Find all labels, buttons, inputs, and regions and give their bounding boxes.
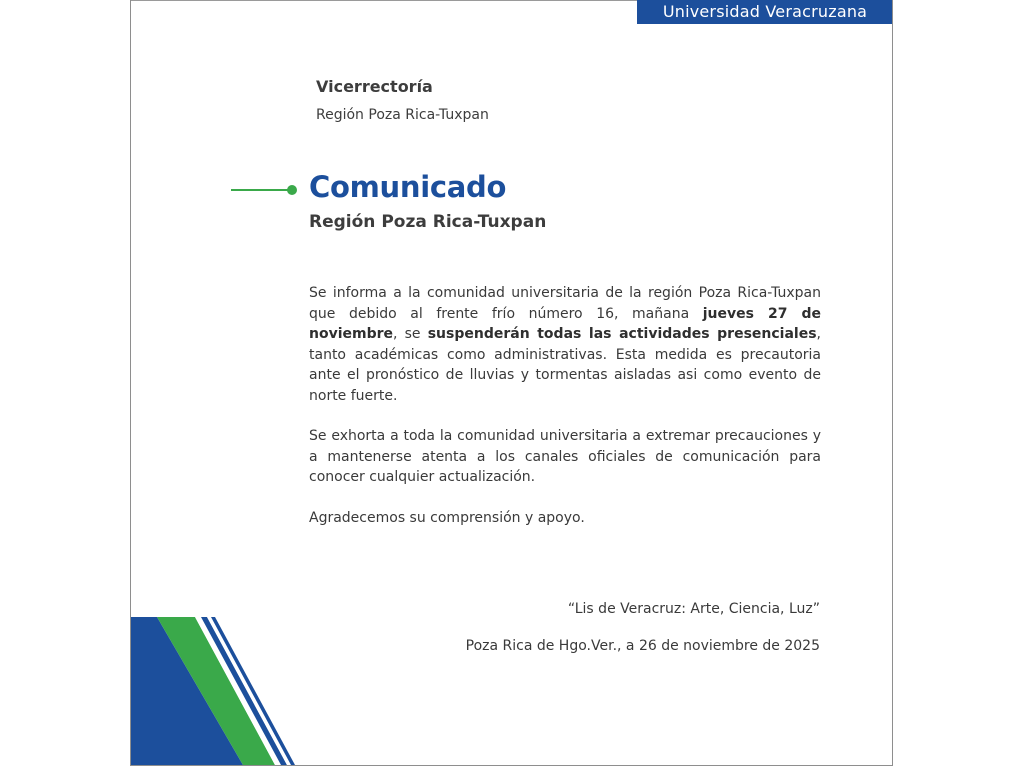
communique-title: Comunicado	[309, 170, 507, 204]
paragraph-text: , tanto académicas como administrativas. Esta medida es precautoria ante el pronóstico de lluvias y tormentas aisladas asi como evento de norte fuerte.	[309, 326, 821, 404]
highlight-date: jueves 27 de noviembre	[309, 305, 821, 342]
office-region: Región Poza Rica-Tuxpan	[316, 107, 489, 123]
university-brand-banner: Universidad Veracruzana	[637, 0, 893, 24]
communique-subtitle: Región Poza Rica-Tuxpan	[309, 212, 547, 232]
paragraph-thanks: Agradecemos su comprensión y apoyo.	[309, 510, 585, 526]
paragraph-text: , se	[393, 326, 428, 342]
accent-line	[231, 189, 289, 191]
institutional-motto: “Lis de Veracruz: Arte, Ciencia, Luz”	[567, 601, 820, 617]
place-and-date: Poza Rica de Hgo.Ver., a 26 de noviembre de 2025	[465, 638, 820, 654]
accent-dot	[287, 185, 297, 195]
paragraph-announcement	[309, 283, 821, 406]
corner-stripes-graphic	[131, 615, 301, 765]
office-title: Vicerrectoría	[316, 77, 433, 96]
highlight-suspension: suspenderán todas las actividades presenciales	[427, 326, 817, 342]
communique-page	[130, 0, 893, 766]
paragraph-text: Se informa a la comunidad universitaria de la región Poza Rica-Tuxpan que debido al frente frío número 16, mañana	[309, 285, 821, 322]
paragraph-exhortation: Se exhorta a toda la comunidad universitaria a extremar precauciones y a mantenerse atenta a los canales oficiales de comunicación para conocer cualquier actualización.	[309, 428, 821, 485]
